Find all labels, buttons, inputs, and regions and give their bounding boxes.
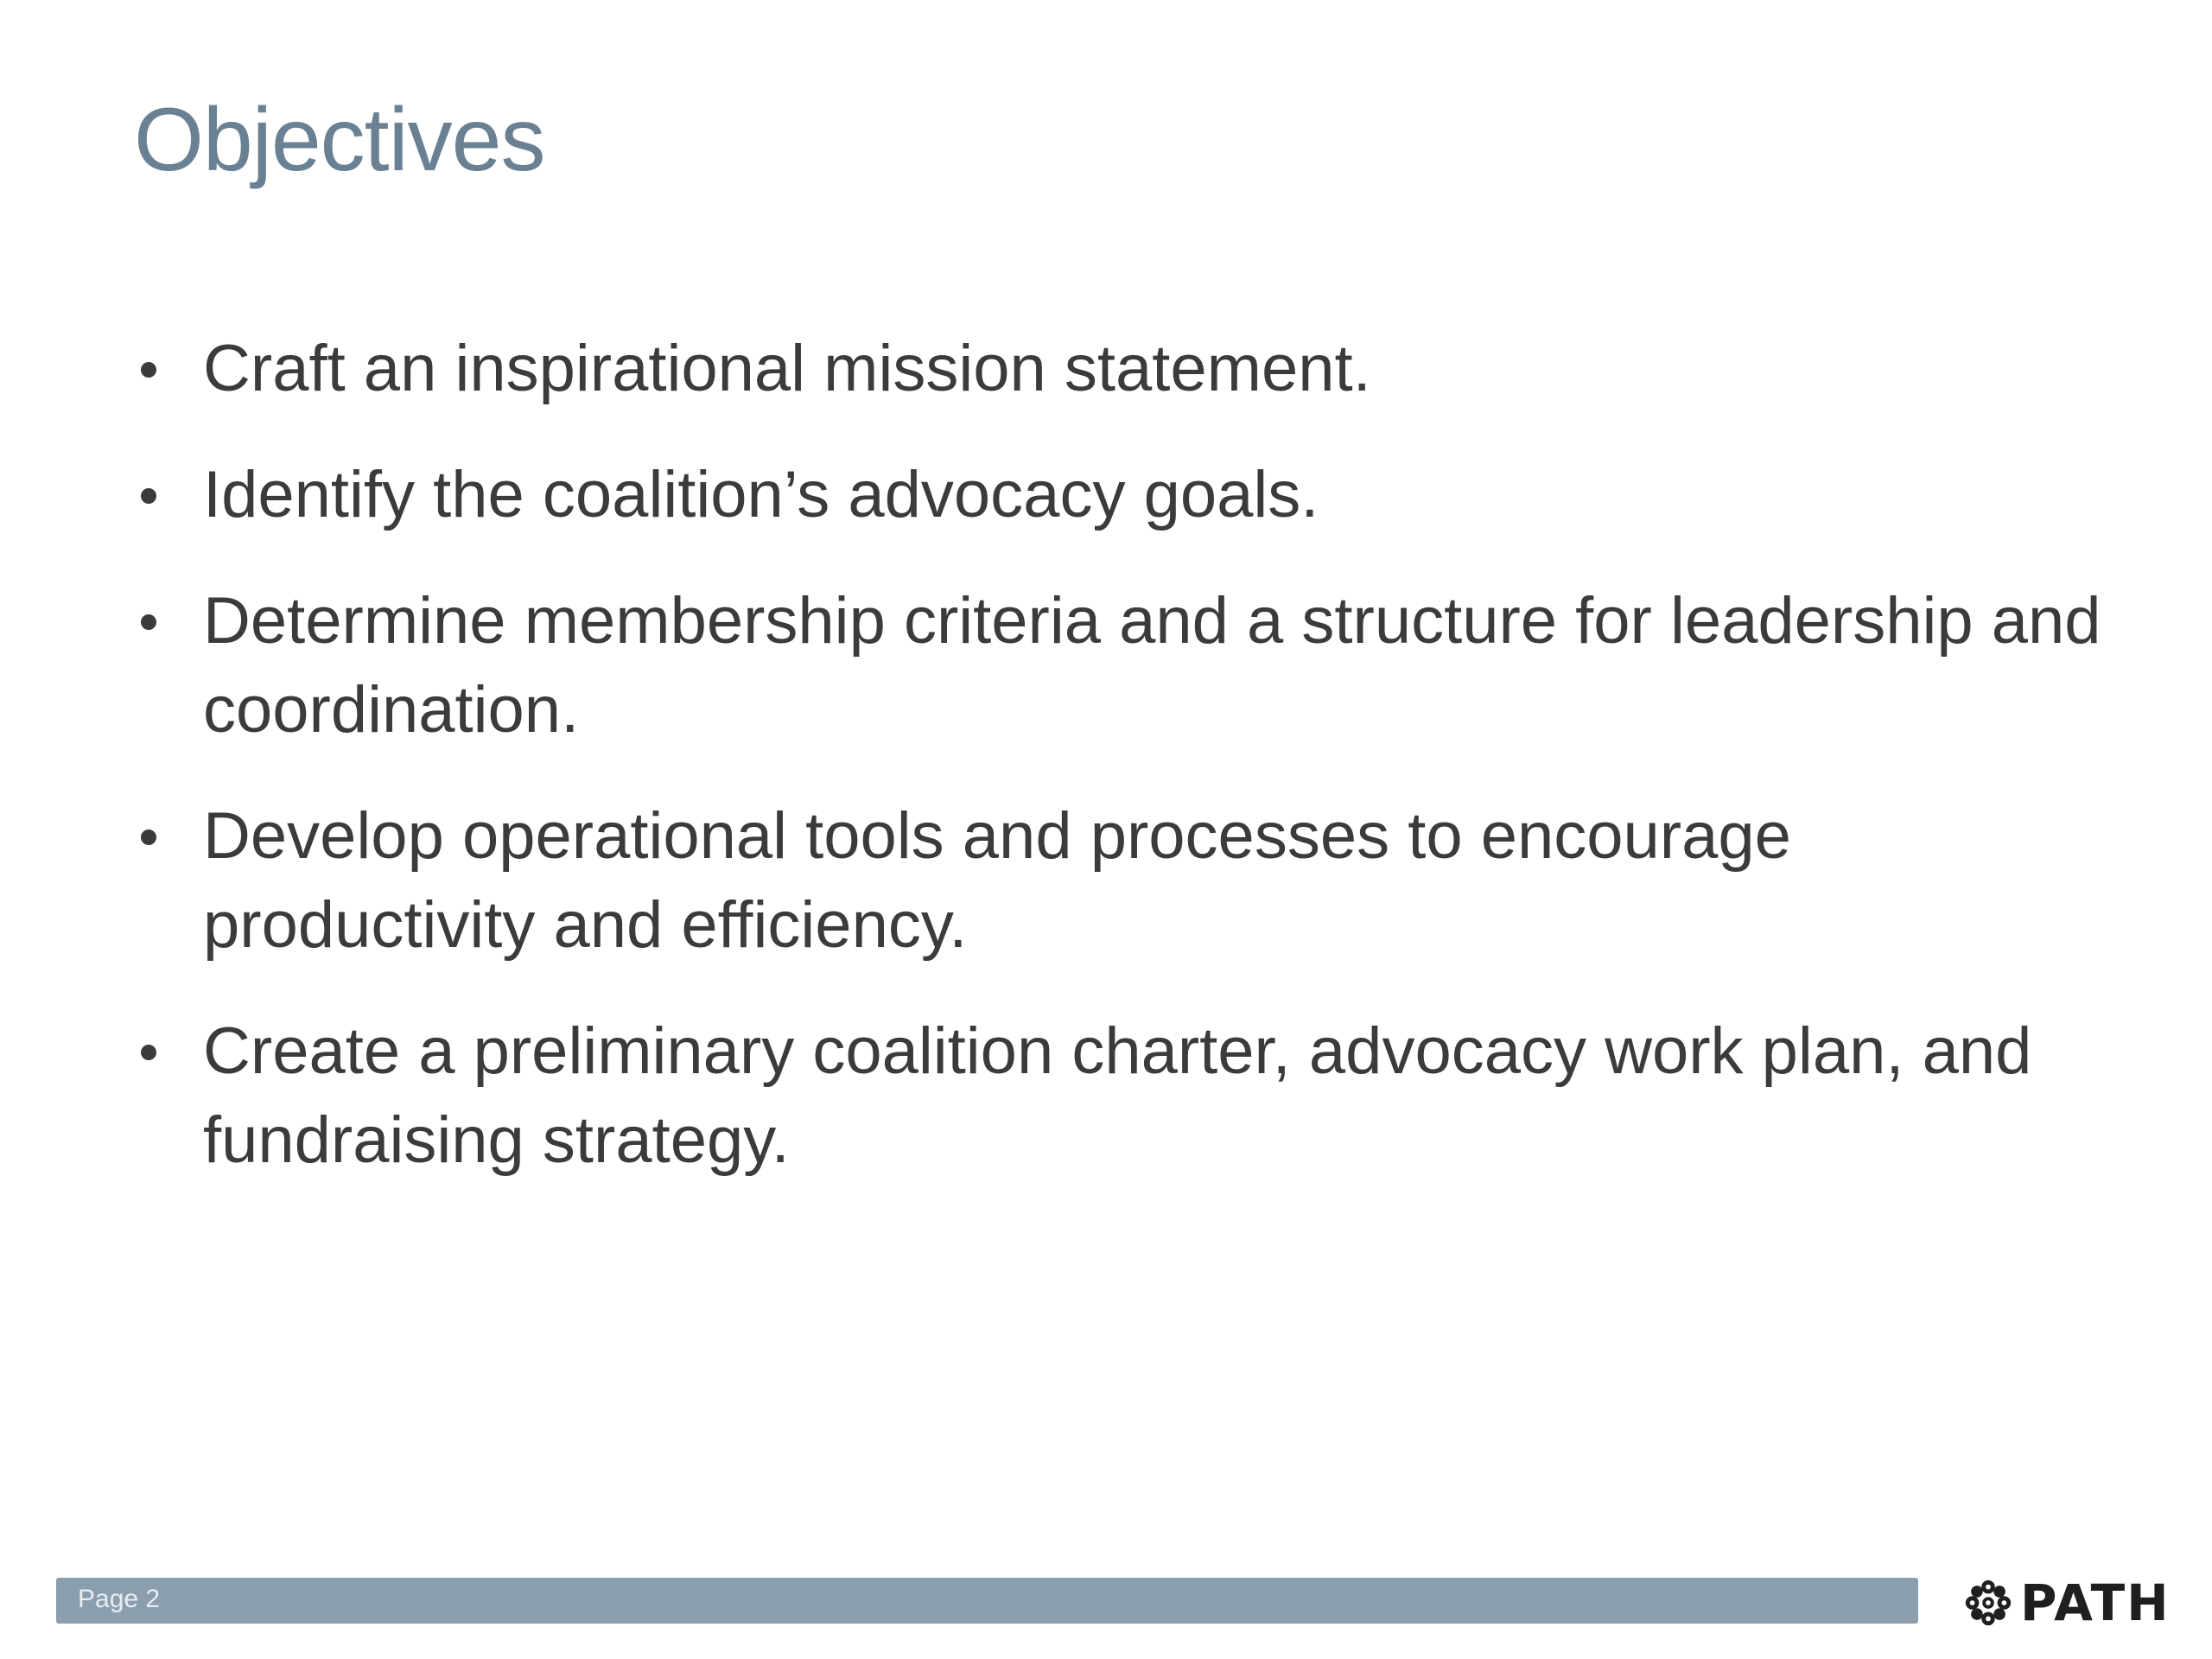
path-logo — [1961, 1568, 2171, 1637]
bullet-text: Craft an inspirational mission statement. — [203, 332, 1371, 405]
bullet-list — [134, 324, 2121, 1222]
bullet-item — [134, 324, 2121, 413]
bullet-dot-icon — [141, 830, 156, 845]
bullet-item — [134, 1007, 2121, 1185]
page-number: Page 2 — [78, 1585, 161, 1613]
slide-title: Objectives — [134, 90, 545, 190]
bullet-text: Create a preliminary coalition charter, advocacy work plan, and fundraising strategy. — [203, 1014, 2032, 1177]
bullet-text: Determine membership criteria and a structure for leadership and coordination. — [203, 584, 2101, 747]
bullet-text: Develop operational tools and processes to encourage productivity and efficiency. — [203, 799, 1791, 962]
logo-text: PATH — [2020, 1573, 2171, 1632]
bullet-text: Identify the coalition’s advocacy goals. — [203, 458, 1319, 531]
path-flower-logo-icon — [1961, 1576, 2015, 1630]
bullet-dot-icon — [141, 362, 156, 378]
bullet-item — [134, 450, 2121, 539]
bullet-dot-icon — [141, 1045, 156, 1060]
bullet-item — [134, 576, 2121, 754]
bullet-dot-icon — [141, 614, 156, 630]
bullet-dot-icon — [141, 488, 156, 504]
footer-bar — [56, 1578, 1918, 1624]
bullet-item — [134, 791, 2121, 969]
